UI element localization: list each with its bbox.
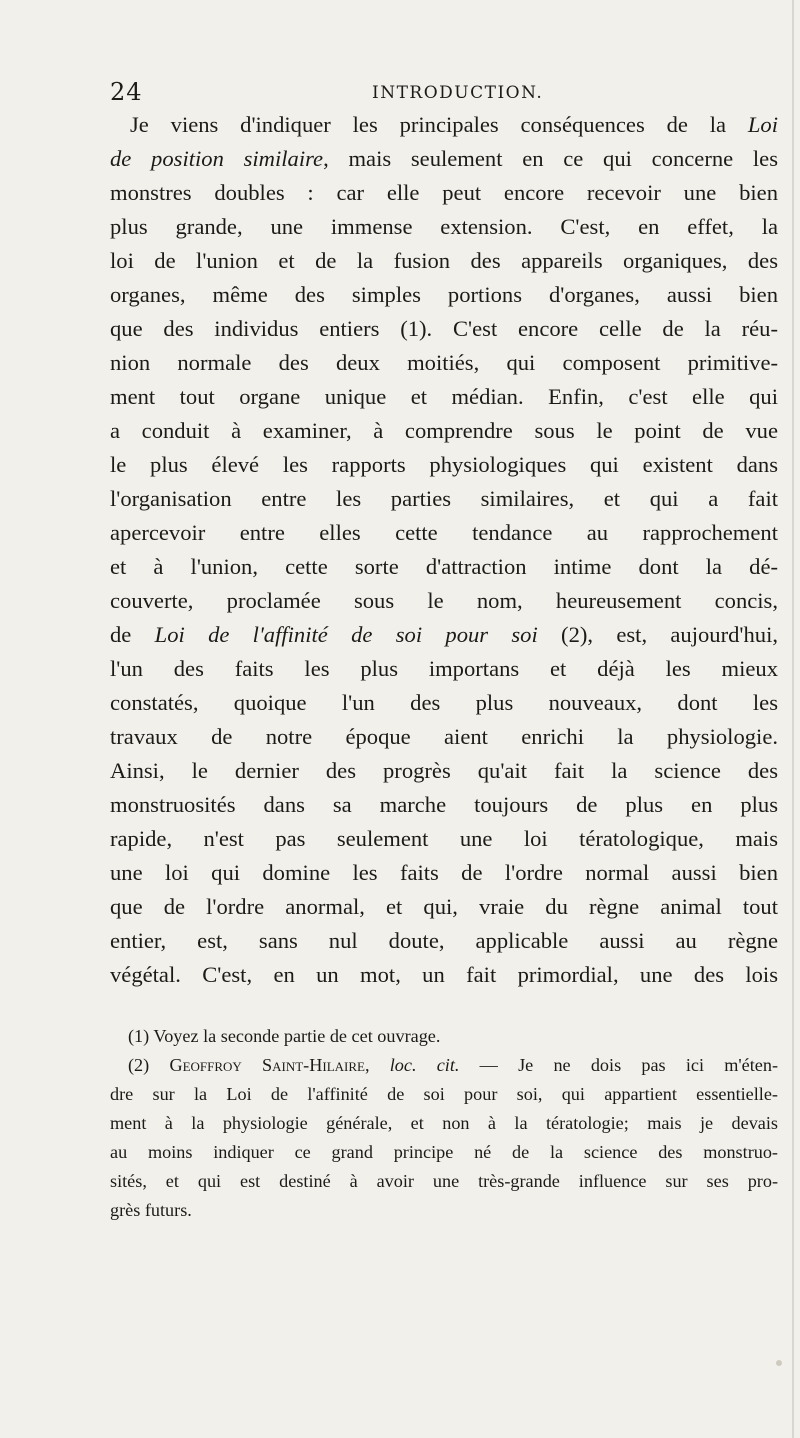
footnote-line: dre sur la Loi de l'affinité de soi pour soi, qui appartient essentielle- bbox=[110, 1084, 778, 1104]
text-line: nion normale des deux moitiés, qui composent primitive- bbox=[110, 350, 778, 375]
footnote-line: sités, et qui est destiné à avoir une très-grande influence sur ses pro- bbox=[110, 1171, 778, 1191]
text-line: végétal. C'est, en un mot, un fait primordial, une des lois bbox=[110, 962, 778, 987]
footnote-1: (1) Voyez la seconde partie de cet ouvrage. bbox=[128, 1026, 441, 1046]
text-line: monstres doubles : car elle peut encore recevoir une bien bbox=[110, 180, 778, 205]
text-line: le plus élevé les rapports physiologiques qui existent dans bbox=[110, 452, 778, 477]
footnote-line: ment à la physiologie générale, et non à la tératologie; mais je devais bbox=[110, 1113, 778, 1133]
paper-speck bbox=[776, 1360, 782, 1366]
text-line: travaux de notre époque aient enrichi la physiologie. bbox=[110, 724, 778, 749]
footnotes bbox=[110, 1022, 778, 1225]
text-line: et à l'union, cette sorte d'attraction intime dont la dé- bbox=[110, 554, 778, 579]
text-line: plus grande, une immense extension. C'est, en effet, la bbox=[110, 214, 778, 239]
page-number: 24 bbox=[110, 78, 143, 106]
text-line: que des individus entiers (1). C'est encore celle de la réu- bbox=[110, 316, 778, 341]
footnote-2: (2) Geoffroy Saint-Hilaire, loc. cit. — Je ne dois pas ici m'éten- bbox=[128, 1055, 778, 1075]
main-paragraph bbox=[110, 108, 778, 992]
running-head bbox=[110, 78, 800, 108]
text-line: de position similaire, mais seulement en ce qui concerne les bbox=[110, 146, 778, 171]
text-line: que de l'ordre anormal, et qui, vraie du règne animal tout bbox=[110, 894, 778, 919]
text-line: monstruosités dans sa marche toujours de plus en plus bbox=[110, 792, 778, 817]
text-line: organes, même des simples portions d'organes, aussi bien bbox=[110, 282, 778, 307]
text-line: ment tout organe unique et médian. Enfin, c'est elle qui bbox=[110, 384, 778, 409]
text-line: couverte, proclamée sous le nom, heureusement concis, bbox=[110, 588, 778, 613]
footnote-line: au moins indiquer ce grand principe né de la science des monstruo- bbox=[110, 1142, 778, 1162]
text-line: Ainsi, le dernier des progrès qu'ait fait la science des bbox=[110, 758, 778, 783]
text-line: loi de l'union et de la fusion des appareils organiques, des bbox=[110, 248, 778, 273]
text-line: constatés, quoique l'un des plus nouveaux, dont les bbox=[110, 690, 778, 715]
text-line: rapide, n'est pas seulement une loi tératologique, mais bbox=[110, 826, 778, 851]
text-line: une loi qui domine les faits de l'ordre normal aussi bien bbox=[110, 860, 778, 885]
footnote-line: grès futurs. bbox=[110, 1200, 192, 1220]
text-line: a conduit à examiner, à comprendre sous le point de vue bbox=[110, 418, 778, 443]
text-line: de Loi de l'affinité de soi pour soi (2), est, aujourd'hui, bbox=[110, 622, 778, 647]
running-title: INTRODUCTION. bbox=[372, 83, 544, 103]
text-line: entier, est, sans nul doute, applicable aussi au règne bbox=[110, 928, 778, 953]
text-line: l'un des faits les plus importans et déjà les mieux bbox=[110, 656, 778, 681]
text-line: Je viens d'indiquer les principales conséquences de la Loi bbox=[130, 112, 778, 137]
text-line: apercevoir entre elles cette tendance au rapprochement bbox=[110, 520, 778, 545]
text-line: l'organisation entre les parties similaires, et qui a fait bbox=[110, 486, 778, 511]
page-edge bbox=[792, 0, 794, 1438]
